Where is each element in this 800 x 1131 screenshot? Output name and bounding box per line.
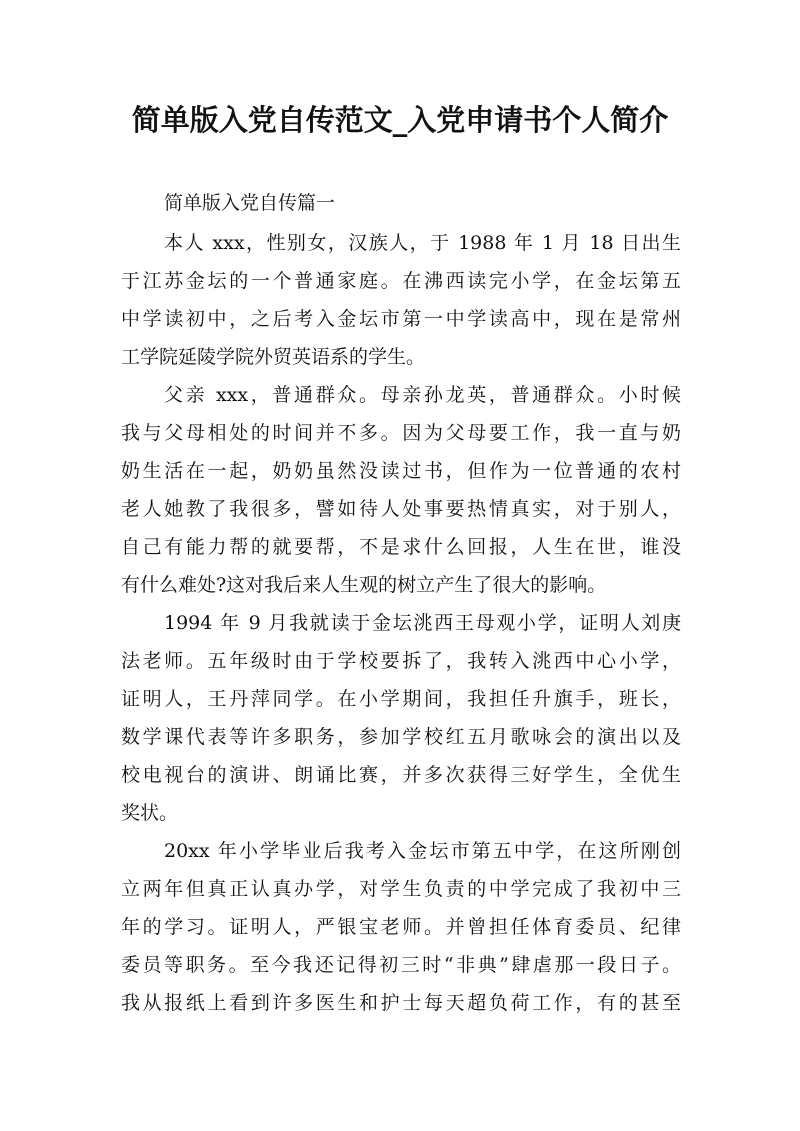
paragraph-line: 证明人，王丹萍同学。在小学期间，我担任升旗手，班长， xyxy=(121,688,681,710)
paragraph-line: 数学课代表等许多职务，参加学校红五月歌咏会的演出以及 xyxy=(121,726,681,748)
paragraph-line: 有什么难处?这对我后来人生观的树立产生了很大的影响。 xyxy=(121,574,607,596)
paragraph-line: 自己有能力帮的就要帮，不是求什么回报，人生在世，谁没 xyxy=(121,536,681,558)
paragraph-line: 于江苏金坛的一个普通家庭。在沸西读完小学，在金坛第五 xyxy=(121,270,681,292)
paragraph-line: 奖状。 xyxy=(121,802,179,824)
paragraph-line: 1994 年 9 月我就读于金坛洮西王母观小学，证明人刘庚 xyxy=(164,612,681,634)
paragraph-line: 中学读初中，之后考入金坛市第一中学读高中，现在是常州 xyxy=(121,308,681,330)
section-heading: 简单版入党自传篇一 xyxy=(164,192,336,214)
document-title: 简单版入党自传范文_入党申请书个人简介 xyxy=(131,103,669,137)
paragraph-line: 奶生活在一起，奶奶虽然没读过书，但作为一位普通的农村 xyxy=(121,460,681,482)
paragraph-line: 立两年但真正认真办学，对学生负责的中学完成了我初中三 xyxy=(121,878,681,900)
paragraph-line: 工学院延陵学院外贸英语系的学生。 xyxy=(121,346,426,368)
paragraph-line: 委员等职务。至今我还记得初三时“非典”肆虐那一段日子。 xyxy=(121,954,681,976)
paragraph-line: 20xx 年小学毕业后我考入金坛市第五中学，在这所刚创 xyxy=(164,840,681,862)
paragraph-line: 我从报纸上看到许多医生和护士每天超负荷工作，有的甚至 xyxy=(121,992,681,1014)
paragraph-line: 法老师。五年级时由于学校要拆了，我转入洮西中心小学， xyxy=(121,650,681,672)
paragraph-line: 老人她教了我很多，譬如待人处事要热情真实，对于别人， xyxy=(121,498,681,520)
paragraph-line: 父亲 xxx，普通群众。母亲孙龙英，普通群众。小时候 xyxy=(164,384,681,406)
paragraph-line: 我与父母相处的时间并不多。因为父母要工作，我一直与奶 xyxy=(121,422,681,444)
paragraph-line: 年的学习。证明人，严银宝老师。并曾担任体育委员、纪律 xyxy=(121,916,681,938)
paragraph-line: 本人 xxx，性别女，汉族人，于 1988 年 1 月 18 日出生 xyxy=(164,232,681,254)
paragraph-line: 校电视台的演讲、朗诵比赛，并多次获得三好学生，全优生 xyxy=(121,764,681,786)
